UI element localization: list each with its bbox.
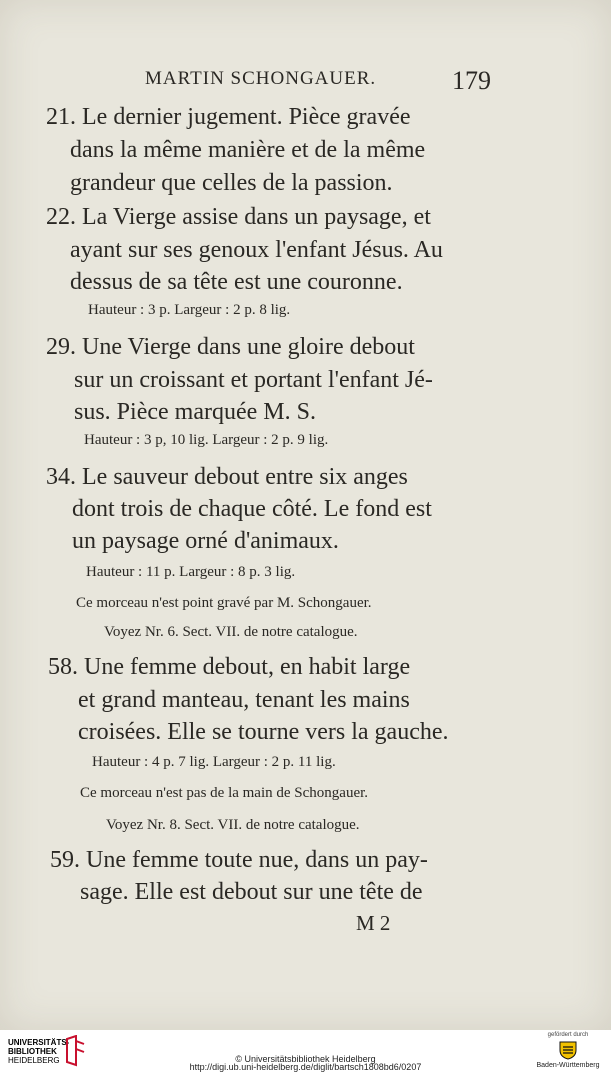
entry-34-line-1: 34. Le sauveur debout entre six anges <box>46 464 408 490</box>
coat-of-arms-icon <box>559 1040 577 1060</box>
entry-29-line-3: sus. Pièce marquée M. S. <box>74 399 316 425</box>
sponsor-block <box>533 1032 603 1069</box>
running-header: MARTIN SCHONGAUER. <box>145 68 377 89</box>
entry-22-line-3: dessus de sa tête est une couronne. <box>70 269 403 295</box>
signature-mark: M 2 <box>356 911 391 935</box>
entry-22-dimensions: Hauteur : 3 p. Largeur : 2 p. 8 lig. <box>88 302 291 318</box>
entry-21-line-3: grandeur que celles de la passion. <box>70 170 393 196</box>
entry-34-line-3: un paysage orné d'animaux. <box>72 528 339 554</box>
entry-58-note: Ce morceau n'est pas de la main de Schongauer. <box>80 785 369 801</box>
entry-58-line-1: 58. Une femme debout, en habit large <box>48 654 411 680</box>
entry-29-line-2: sur un croissant et portant l'enfant Jé- <box>74 367 433 393</box>
page-number: 179 <box>452 66 491 95</box>
library-name-line-3: HEIDELBERG <box>8 1056 60 1065</box>
library-name-line-1: UNIVERSITÄTS- <box>8 1038 70 1047</box>
digitization-footer <box>0 1030 611 1073</box>
entry-58-line-3: croisées. Elle se tourne vers la gauche. <box>78 719 449 745</box>
entry-58-reference: Voyez Nr. 8. Sect. VII. de notre catalogue. <box>106 817 360 833</box>
source-url[interactable]: http://digi.ub.uni-heidelberg.de/diglit/bartsch1808bd6/0207 <box>189 1062 422 1072</box>
entry-59-line-1: 59. Une femme toute nue, dans un pay- <box>50 847 428 873</box>
sponsor-name: Baden-Württemberg <box>536 1062 600 1069</box>
entry-29-line-1: 29. Une Vierge dans une gloire debout <box>46 334 415 360</box>
copyright-notice: © Universitätsbibliothek Heidelberg <box>235 1054 376 1064</box>
entry-58-line-2: et grand manteau, tenant les mains <box>78 687 410 713</box>
entry-34-dimensions: Hauteur : 11 p. Largeur : 8 p. 3 lig. <box>86 564 296 580</box>
entry-22-line-1: 22. La Vierge assise dans un paysage, et <box>46 204 431 230</box>
sponsor-label: gefördert durch <box>547 1032 589 1038</box>
library-name-line-2: BIBLIOTHEK <box>8 1047 57 1056</box>
entry-21-line-2: dans la même manière et de la même <box>70 137 426 163</box>
entry-29-dimensions: Hauteur : 3 p, 10 lig. Largeur : 2 p. 9 lig. <box>84 432 329 448</box>
entry-34-line-2: dont trois de chaque côté. Le fond est <box>72 496 432 522</box>
entry-21-line-1: 21. Le dernier jugement. Pièce gravée <box>46 104 411 130</box>
entry-34-reference: Voyez Nr. 6. Sect. VII. de notre catalogue. <box>104 624 358 640</box>
entry-58-dimensions: Hauteur : 4 p. 7 lig. Largeur : 2 p. 11 lig. <box>92 754 336 770</box>
entry-22-line-2: ayant sur ses genoux l'enfant Jésus. Au <box>70 237 443 263</box>
entry-59-line-2: sage. Elle est debout sur une tête de <box>80 879 423 905</box>
entry-34-note: Ce morceau n'est point gravé par M. Schongauer. <box>76 595 372 611</box>
